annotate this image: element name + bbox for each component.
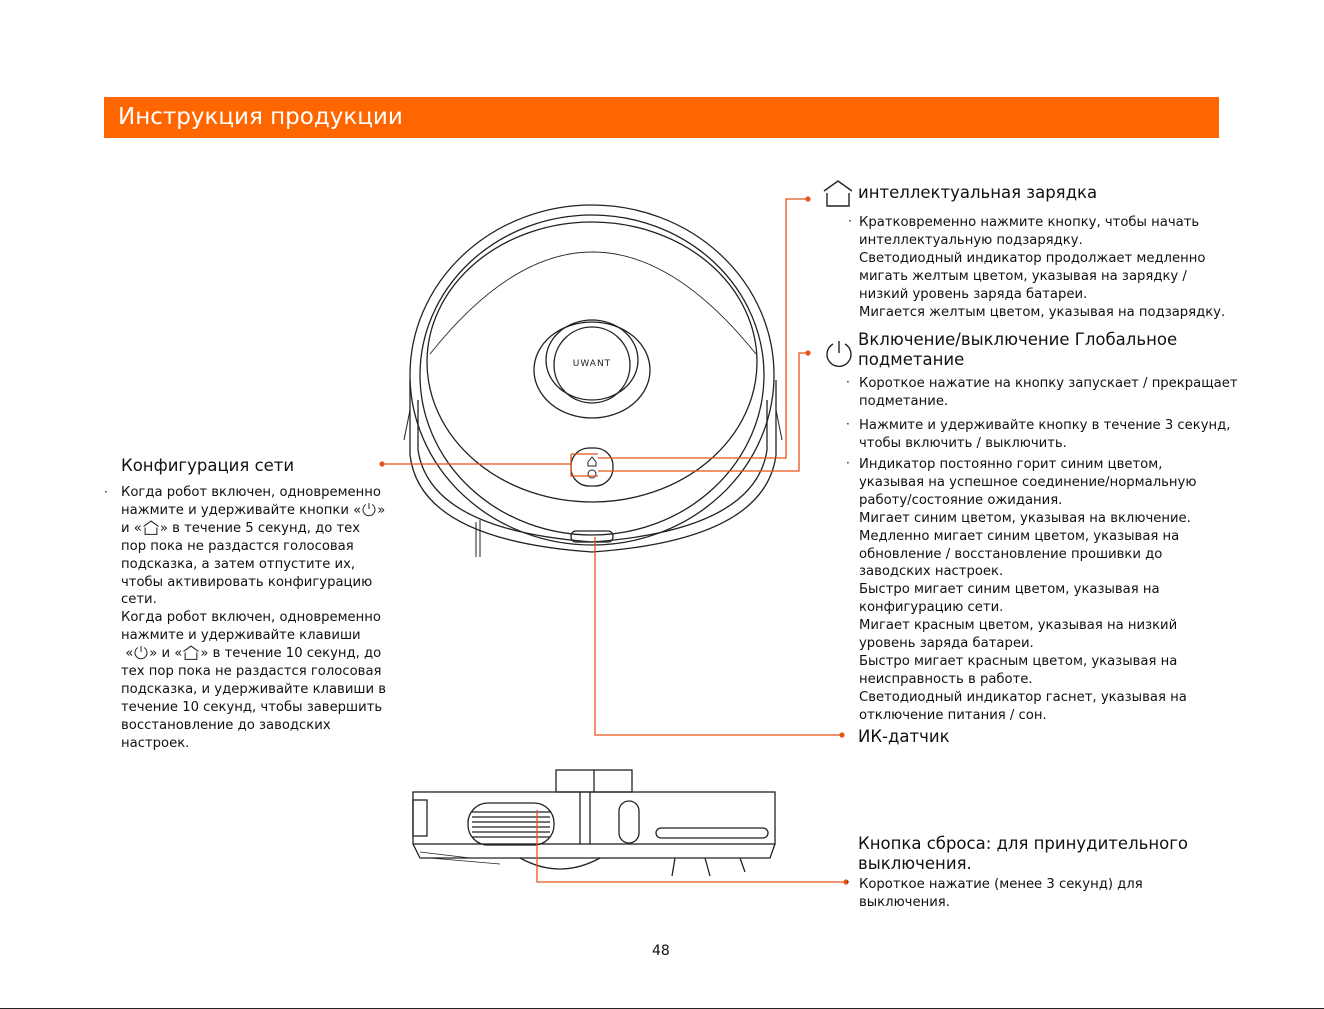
text-line: Светодиодный индикатор гаснет, указывая на	[859, 689, 1187, 705]
text-line: течение 10 секунд, чтобы завершить	[121, 699, 383, 715]
page-number: 48	[652, 943, 670, 959]
text-line: Мигается желтым цветом, указывая на подзарядку.	[859, 304, 1226, 320]
text-line: подметание.	[859, 393, 949, 409]
text-fragment: » в течение 10 секунд, до	[200, 646, 382, 662]
power-icon	[361, 502, 377, 518]
text-fragment: » и «	[149, 646, 183, 662]
page-title: Инструкция продукции	[118, 104, 403, 130]
text-line: настроек.	[121, 735, 190, 751]
text-line: Светодиодный индикатор продолжает медленно	[859, 250, 1206, 266]
home-icon	[182, 645, 200, 661]
text-line: Мигает красным цветом, указывая на низкий	[859, 618, 1178, 634]
text-line: уровень заряда батареи.	[859, 636, 1034, 652]
title-line: Кнопка сброса: для принудительного	[858, 834, 1188, 853]
text-line: Когда робот включен, одновременно	[121, 485, 381, 500]
text-fragment: нажмите и удерживайте кнопки «	[121, 502, 362, 518]
text-line: Медленно мигает синим цветом, указывая на	[859, 528, 1180, 544]
charging-title: интеллектуальная зарядка	[858, 183, 1098, 202]
title-line: подметание	[858, 350, 965, 369]
text-line	[121, 520, 386, 538]
bullet: ·	[846, 417, 850, 431]
text-line: тех пор пока не раздастся голосовая	[121, 664, 382, 680]
title-line: Включение/выключение Глобальное	[858, 330, 1178, 349]
text-line: Кратковременно нажмите кнопку, чтобы начать	[859, 215, 1200, 230]
power-title	[858, 330, 1177, 370]
text-line: чтобы активировать конфигурацию	[121, 574, 373, 590]
text-line: интеллектуальную подзарядку.	[859, 232, 1083, 248]
text-fragment: »	[377, 502, 386, 518]
text-line: пор пока не раздастся голосовая	[121, 538, 354, 554]
power-icon	[823, 339, 855, 371]
text-fragment: » в течение 5 секунд, до тех	[159, 520, 361, 536]
ir-sensor-title: ИК-датчик	[858, 727, 950, 746]
text-line: обновление / восстановление прошивки до	[859, 546, 1163, 562]
reset-title	[858, 834, 1188, 874]
text-line: подсказка, а затем отпустите их,	[121, 556, 356, 572]
bullet: ·	[848, 214, 852, 228]
reset-description	[859, 876, 1143, 912]
text-line: указывая на успешное соединение/нормальную	[859, 474, 1197, 490]
text-line: Быстро мигает красным цветом, указывая на	[859, 653, 1178, 669]
text-line: Индикатор постоянно горит синим цветом,	[859, 457, 1163, 472]
power-icon	[133, 645, 149, 661]
text-line: чтобы включить / выключить.	[859, 435, 1067, 451]
home-icon	[142, 520, 160, 536]
bullet: ·	[846, 375, 850, 389]
network-description	[121, 484, 386, 753]
text-line: выключения.	[859, 894, 950, 910]
text-line: Короткое нажатие (менее 3 секунд) для	[859, 877, 1143, 892]
power-item-1	[859, 375, 1238, 411]
text-line: конфигурацию сети.	[859, 600, 1004, 616]
text-line: нажмите и удерживайте клавиши	[121, 628, 361, 644]
title-line: выключения.	[858, 854, 972, 873]
text-line: работу/состояние ожидания.	[859, 492, 1063, 508]
charging-description	[859, 214, 1225, 321]
power-item-3	[859, 456, 1196, 725]
text-line: Быстро мигает синим цветом, указывая на	[859, 582, 1160, 598]
text-line: низкий уровень заряда батареи.	[859, 286, 1088, 302]
text-line	[121, 645, 386, 663]
text-line: восстановление до заводских	[121, 717, 331, 733]
text-line: подсказка, и удерживайте клавиши в	[121, 681, 386, 697]
text-line: заводских настроек.	[859, 564, 1004, 580]
text-line: Когда робот включен, одновременно	[121, 610, 381, 626]
text-line: отключение питания / сон.	[859, 707, 1047, 723]
text-line: Мигает синим цветом, указывая на включение.	[859, 510, 1191, 526]
home-icon	[822, 179, 854, 209]
text-fragment: «	[125, 646, 134, 662]
bullet: ·	[846, 875, 850, 889]
bullet: ·	[846, 456, 850, 470]
text-line: неисправность в работе.	[859, 671, 1033, 687]
text-fragment: и «	[121, 520, 142, 536]
text-line	[121, 502, 386, 520]
text-line: мигать желтым цветом, указывая на зарядку /	[859, 268, 1187, 284]
text-line: Нажмите и удерживайте кнопку в течение 3 секунд,	[859, 418, 1231, 433]
robot-logo: UWANT	[572, 359, 612, 369]
network-title: Конфигурация сети	[121, 456, 295, 475]
power-item-2	[859, 417, 1230, 453]
text-line: сети.	[121, 592, 157, 608]
bullet: ·	[104, 485, 108, 499]
text-line: Короткое нажатие на кнопку запускает / прекращает	[859, 376, 1238, 391]
